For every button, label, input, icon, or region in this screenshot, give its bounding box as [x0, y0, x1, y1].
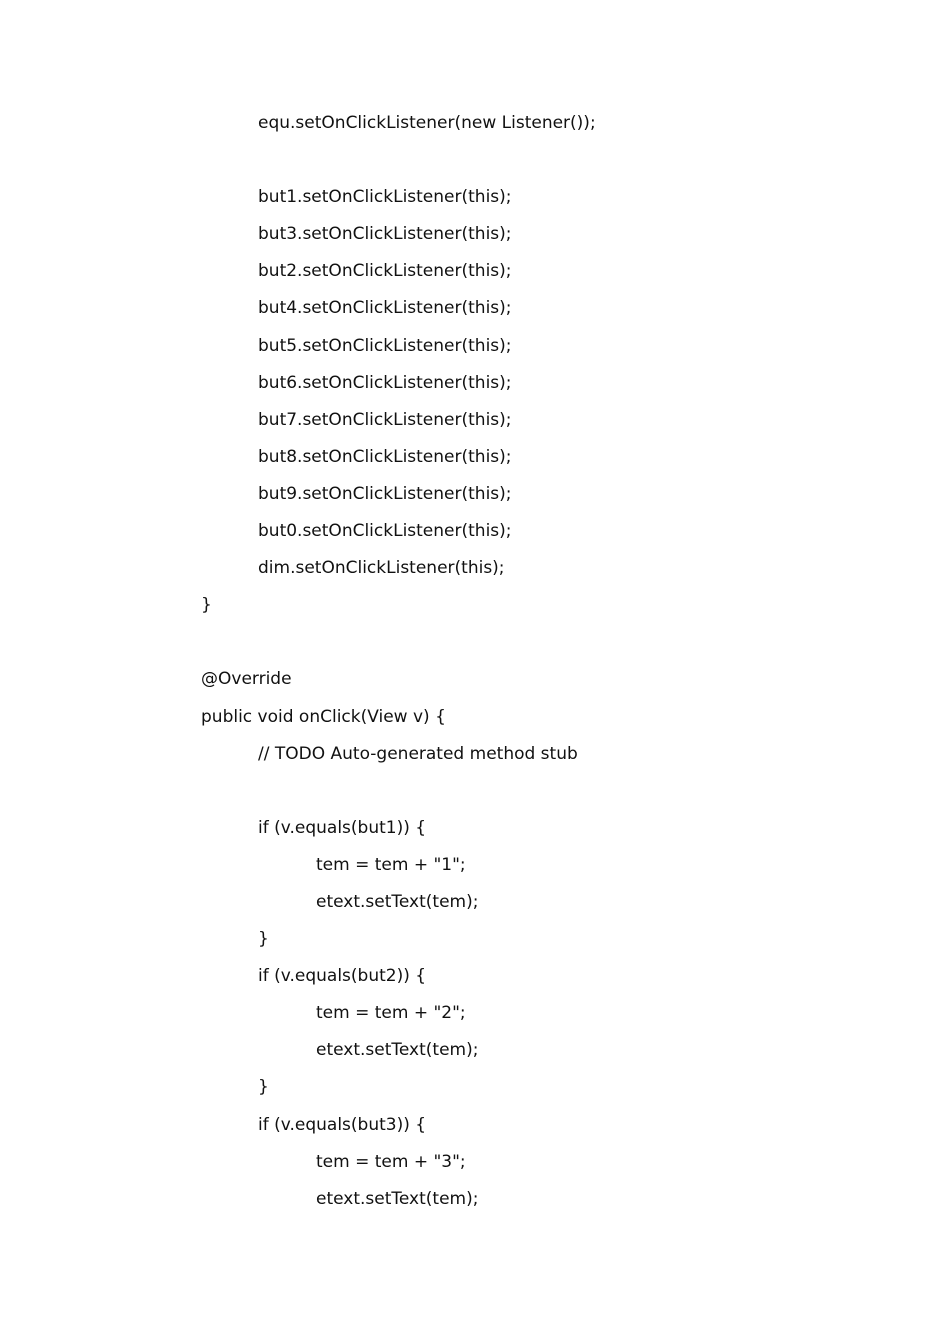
code-line: }	[201, 595, 212, 616]
code-line: but0.setOnClickListener(this);	[258, 521, 512, 542]
code-listing	[0, 105, 950, 1218]
code-line: // TODO Auto-generated method stub	[258, 743, 578, 764]
code-line: but9.setOnClickListener(this);	[258, 483, 512, 504]
code-line: but3.setOnClickListener(this);	[258, 224, 512, 245]
blank-line	[0, 142, 950, 179]
code-line: but4.setOnClickListener(this);	[258, 298, 512, 319]
code-line: but5.setOnClickListener(this);	[258, 335, 512, 356]
code-line: }	[258, 929, 269, 950]
code-line: public void onClick(View v) {	[201, 706, 446, 727]
code-line: if (v.equals(but2)) {	[258, 966, 427, 987]
code-line: tem = tem + "1";	[316, 854, 466, 875]
code-line: if (v.equals(but1)) {	[258, 817, 427, 838]
blank-line	[0, 624, 950, 661]
code-line: etext.setText(tem);	[316, 891, 479, 912]
code-line: @Override	[201, 669, 292, 690]
code-line: equ.setOnClickListener(new Listener());	[258, 113, 596, 133]
code-line: dim.setOnClickListener(this);	[258, 558, 505, 579]
code-line: tem = tem + "3";	[316, 1151, 466, 1172]
code-line: tem = tem + "2";	[316, 1003, 466, 1024]
blank-line	[0, 773, 950, 810]
code-line: but8.setOnClickListener(this);	[258, 446, 512, 467]
code-line: etext.setText(tem);	[316, 1040, 479, 1061]
code-line: but6.setOnClickListener(this);	[258, 372, 512, 393]
code-line: but2.setOnClickListener(this);	[258, 261, 512, 282]
code-line: but7.setOnClickListener(this);	[258, 409, 512, 430]
code-line: etext.setText(tem);	[316, 1188, 479, 1209]
code-line: but1.setOnClickListener(this);	[258, 187, 512, 208]
code-line: if (v.equals(but3)) {	[258, 1114, 427, 1135]
code-line: }	[258, 1077, 269, 1098]
